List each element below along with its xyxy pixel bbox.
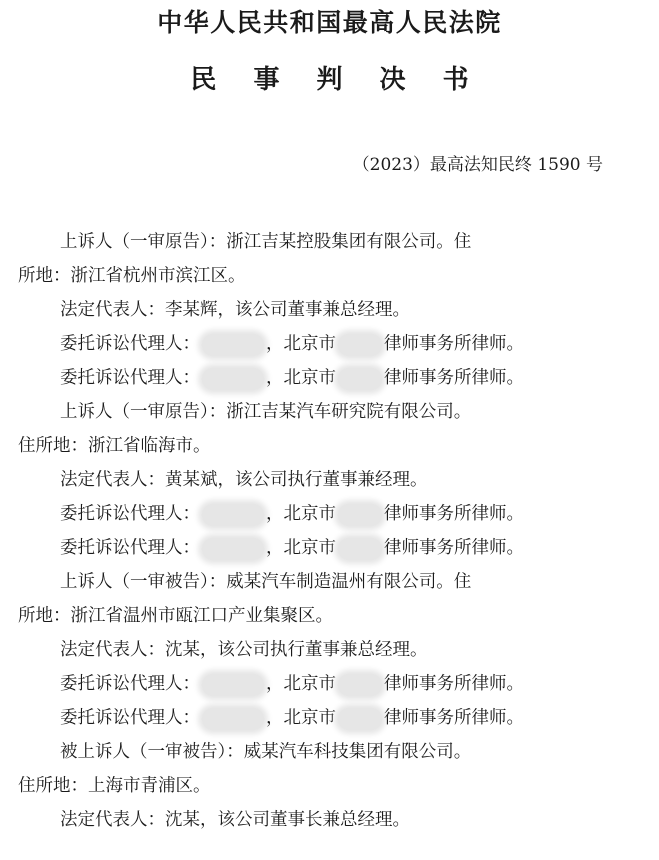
party-line: 上诉人（一审原告）：浙江吉某汽车研究院有限公司。 [60, 402, 472, 422]
party-line: 上诉人（一审被告）：威某汽车制造温州有限公司。住 [60, 572, 472, 592]
redacted-name [202, 334, 264, 356]
agent-city: ，北京市 [266, 538, 336, 558]
party-line: 所地：浙江省杭州市滨江区。 [18, 266, 246, 286]
party-line: 住所地：浙江省临海市。 [18, 436, 211, 456]
redacted-firm [338, 504, 382, 526]
agent-label: 委托诉讼代理人： [60, 368, 200, 388]
redacted-name [202, 538, 264, 560]
representative-line: 法定代表人：李某辉，该公司董事兼总经理。 [60, 300, 410, 320]
agent-label: 委托诉讼代理人： [60, 504, 200, 524]
agent-label: 委托诉讼代理人： [60, 538, 200, 558]
agent-city: ，北京市 [266, 368, 336, 388]
agent-line [0, 703, 659, 733]
party-line: 所地：浙江省温州市瓯江口产业集聚区。 [18, 606, 333, 626]
agent-line [0, 363, 659, 393]
document-type-title: 民 事 判 决 书 [190, 65, 483, 95]
agent-firm-suffix: 律师事务所律师。 [384, 504, 524, 524]
agent-line [0, 669, 659, 699]
representative-line: 法定代表人：黄某斌，该公司执行董事兼经理。 [60, 470, 428, 490]
agent-firm-suffix: 律师事务所律师。 [384, 334, 524, 354]
redacted-name [202, 708, 264, 730]
agent-line [0, 533, 659, 563]
agent-firm-suffix: 律师事务所律师。 [384, 368, 524, 388]
agent-label: 委托诉讼代理人： [60, 674, 200, 694]
redacted-firm [338, 368, 382, 390]
redacted-name [202, 504, 264, 526]
party-line: 被上诉人（一审被告）：威某汽车科技集团有限公司。 [60, 742, 472, 762]
representative-line: 法定代表人：沈某，该公司董事长兼总经理。 [60, 810, 410, 830]
redacted-firm [338, 334, 382, 356]
agent-firm-suffix: 律师事务所律师。 [384, 674, 524, 694]
party-line: 上诉人（一审原告）：浙江吉某控股集团有限公司。住 [60, 232, 472, 252]
court-name: 中华人民共和国最高人民法院 [157, 8, 502, 37]
agent-city: ，北京市 [266, 504, 336, 524]
redacted-name [202, 674, 264, 696]
agent-firm-suffix: 律师事务所律师。 [384, 538, 524, 558]
agent-city: ，北京市 [266, 334, 336, 354]
redacted-name [202, 368, 264, 390]
representative-line: 法定代表人：沈某，该公司执行董事兼总经理。 [60, 640, 428, 660]
agent-label: 委托诉讼代理人： [60, 334, 200, 354]
case-number: （2023）最高法知民终 1590 号 [352, 155, 603, 175]
agent-label: 委托诉讼代理人： [60, 708, 200, 728]
agent-line [0, 499, 659, 529]
agent-city: ，北京市 [266, 708, 336, 728]
redacted-firm [338, 708, 382, 730]
party-line: 住所地：上海市青浦区。 [18, 776, 211, 796]
agent-line [0, 329, 659, 359]
agent-city: ，北京市 [266, 674, 336, 694]
redacted-firm [338, 538, 382, 560]
redacted-firm [338, 674, 382, 696]
agent-firm-suffix: 律师事务所律师。 [384, 708, 524, 728]
